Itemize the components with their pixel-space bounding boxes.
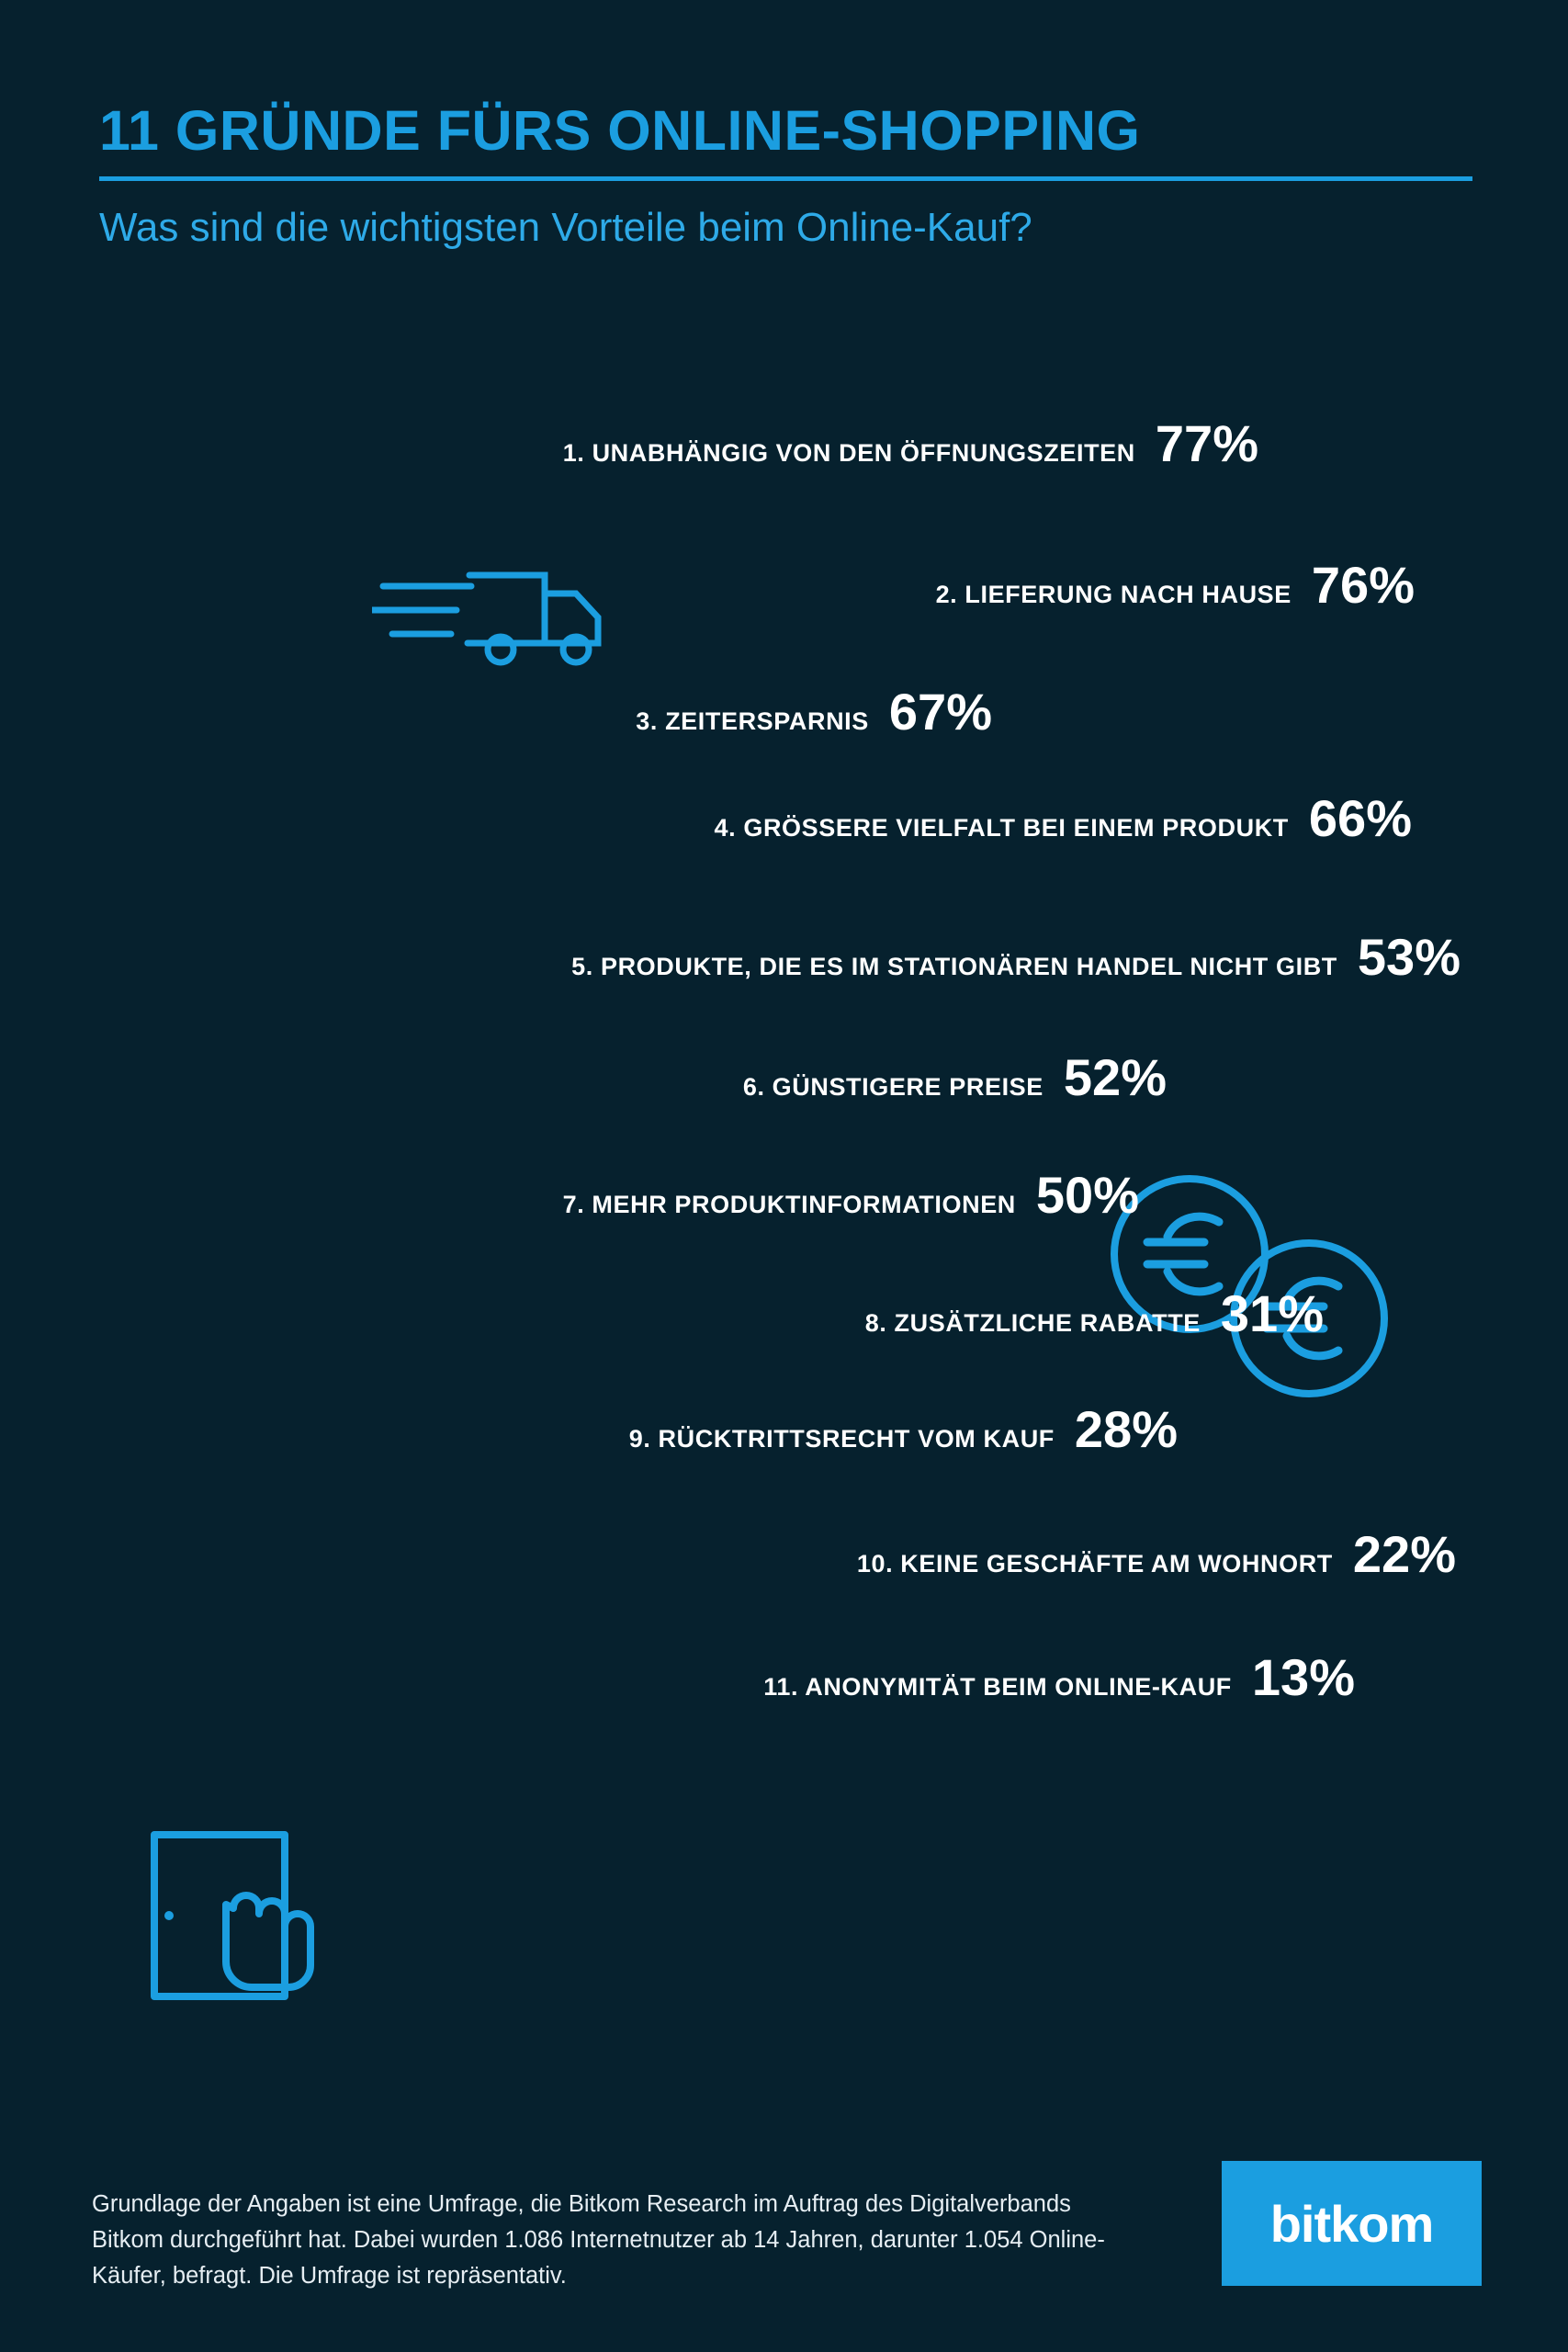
reason-label: 2. LIEFERUNG NACH HAUSE [935, 581, 1292, 608]
list-item [0, 789, 1568, 847]
list-item [0, 683, 1568, 741]
reason-value: 13% [1251, 1648, 1355, 1706]
reason-value: 31% [1220, 1284, 1324, 1342]
list-item [0, 928, 1568, 986]
tablet-touch-icon [138, 1815, 363, 2012]
reason-label: 3. ZEITERSPARNIS [636, 707, 869, 735]
logo-text: bitkom [1269, 2194, 1434, 2253]
reason-value: 52% [1063, 1048, 1167, 1106]
list-item [0, 1400, 1568, 1458]
reason-value: 53% [1357, 928, 1461, 986]
list-item [0, 1525, 1568, 1583]
reason-label: 6. GÜNSTIGERE PREISE [742, 1073, 1043, 1101]
page-title: 11 GRÜNDE FÜRS ONLINE-SHOPPING [99, 99, 1141, 162]
reason-label: 10. KEINE GESCHÄFTE AM WOHNORT [856, 1550, 1333, 1577]
reason-value: 77% [1155, 414, 1258, 472]
list-item [0, 1166, 1568, 1224]
reason-value: 28% [1074, 1400, 1178, 1458]
title-divider [99, 176, 1472, 181]
list-item [0, 1048, 1568, 1106]
reason-value: 22% [1352, 1525, 1456, 1583]
reason-label: 11. ANONYMITÄT BEIM ONLINE-KAUF [763, 1673, 1232, 1701]
list-item [0, 414, 1568, 472]
reason-label: 7. MEHR PRODUKTINFORMATIONEN [562, 1191, 1016, 1218]
list-item [0, 556, 1568, 614]
list-item [0, 1648, 1568, 1706]
list-item [0, 1284, 1568, 1342]
reason-value: 76% [1311, 556, 1415, 614]
reason-label: 1. UNABHÄNGIG VON DEN ÖFFNUNGSZEITEN [562, 439, 1135, 467]
reason-label: 4. GRÖSSERE VIELFALT BEI EINEM PRODUKT [714, 814, 1289, 842]
source-note: Grundlage der Angaben ist eine Umfrage, die Bitkom Research im Auftrag des Digitalverbands Bitkom durchgeführt hat. Dabei wurden 1.086 Internetnutzer ab 14 Jahren, darunter 1.054 Online-Käufer, befragt. Die Umfrage ist repräsentativ. [92, 2191, 1105, 2289]
reason-value: 67% [888, 683, 992, 741]
reason-list [0, 414, 1568, 1706]
reason-label: 5. PRODUKTE, DIE ES IM STATIONÄREN HANDEL NICHT GIBT [571, 953, 1337, 980]
page-subtitle: Was sind die wichtigsten Vorteile beim Online-Kauf? [99, 205, 1032, 251]
reason-value: 50% [1035, 1166, 1139, 1224]
reason-value: 66% [1308, 789, 1412, 847]
bitkom-logo [1222, 2161, 1482, 2286]
reason-label: 8. ZUSÄTZLICHE RABATTE [864, 1309, 1201, 1337]
header [99, 101, 1472, 252]
reason-label: 9. RÜCKTRITTSRECHT VOM KAUF [628, 1425, 1055, 1453]
